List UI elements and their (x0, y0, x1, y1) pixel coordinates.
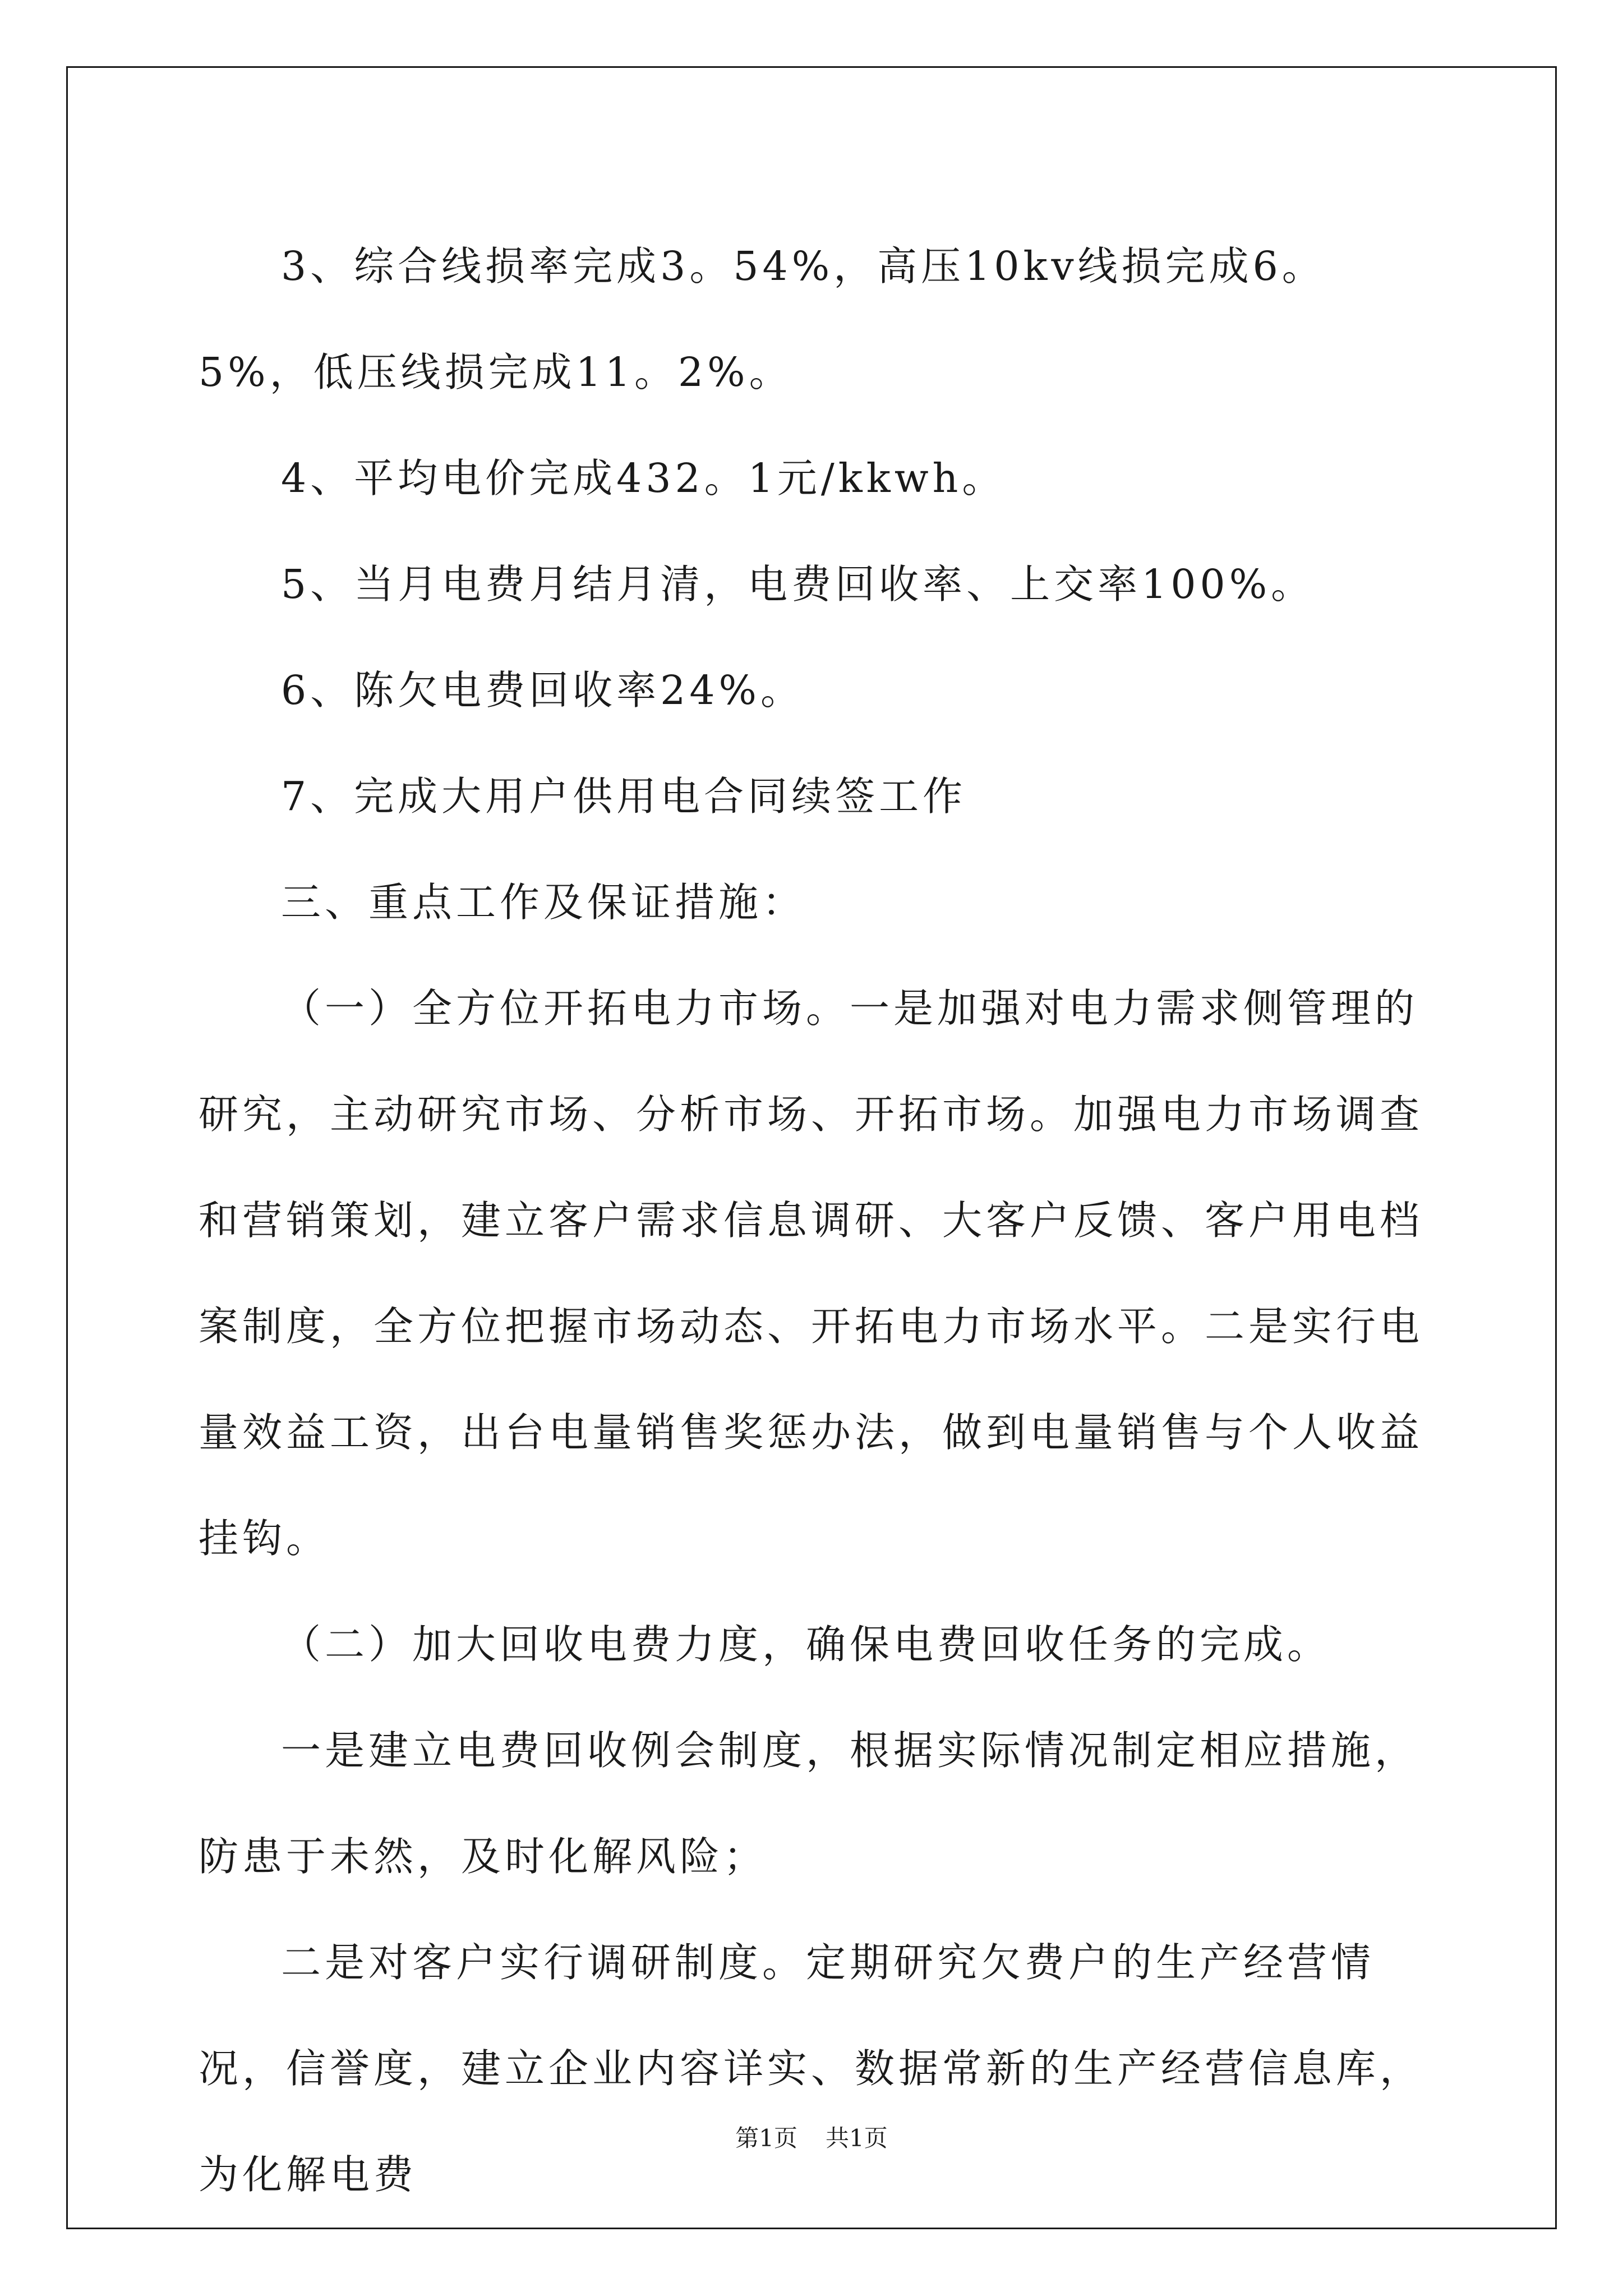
paragraph: 一是建立电费回收例会制度，根据实际情况制定相应措施，防患于未然，及时化解风险； (199, 1727, 1419, 1880)
paragraph: 3、综合线损率完成3。54%，高压10kv线损完成6。5%，低压线损完成11。2%。 (199, 243, 1326, 395)
paragraph: 7、完成大用户供用电合同续签工作 (281, 773, 967, 820)
paragraph: 二是对客户实行调研制度。定期研究欠费户的生产经营情况，信誉度，建立企业内容详实、数据常新的生产经营信息库，为化解电费 (199, 1939, 1424, 2198)
page-number-total: 共1页 (826, 2124, 888, 2152)
paragraph: 5、当月电费月结月清，电费回收率、上交率100%。 (281, 561, 1315, 608)
page-number-current: 第1页 (735, 2124, 797, 2152)
paragraph: 4、平均电价完成432。1元/kkwh。 (281, 455, 1006, 501)
paragraph: （一）全方位开拓电力市场。一是加强对电力需求侧管理的研究，主动研究市场、分析市场、开拓市场。加强电力市场调查和营销策划，建立客户需求信息调研、大客户反馈、客户用电档案制度，全方位把握市场动态、开拓电力市场水平。二是实行电量效益工资，出台电量销售奖惩办法，做到电量销售与个人收益挂钩。 (199, 985, 1424, 1562)
page-footer (0, 2122, 1623, 2155)
section-heading: 三、重点工作及保证措施： (281, 879, 806, 926)
paragraph: 6、陈欠电费回收率24%。 (281, 667, 804, 714)
paragraph: （二）加大回收电费力度，确保电费回收任务的完成。 (281, 1621, 1331, 1668)
document-body (199, 213, 1432, 2228)
